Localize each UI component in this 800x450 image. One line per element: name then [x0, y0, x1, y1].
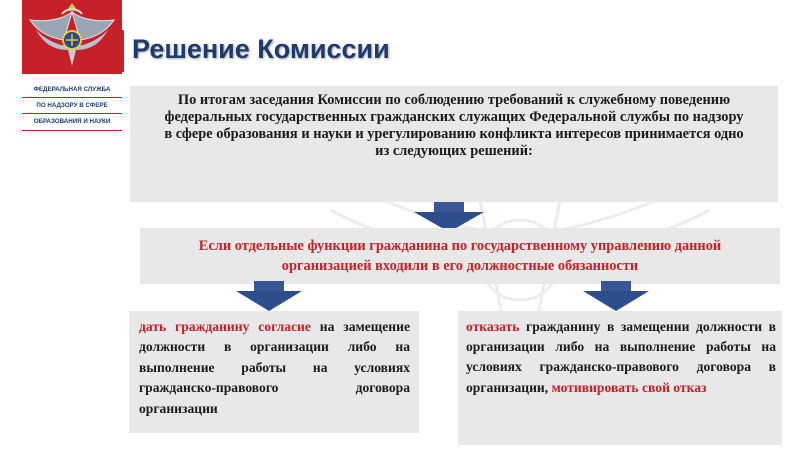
decision-refusal-box — [458, 311, 782, 445]
arrow-down-icon — [583, 281, 649, 311]
condition-box — [140, 228, 780, 284]
org-name-line: ОБРАЗОВАНИЯ И НАУКИ — [22, 114, 122, 130]
org-name-line: ФЕДЕРАЛЬНАЯ СЛУЖБА — [22, 82, 122, 98]
title-bar — [122, 30, 424, 72]
consent-highlight: дать гражданину согласие — [139, 319, 311, 334]
intro-text: По итогам заседания Комиссии по соблюдению требований к служебному поведению федеральных государственных гражданских служащих Федеральной службы по надзору в сфере образования и науки и урегулированию конфликта интересов принимается одно из следующих решений: — [164, 92, 744, 159]
refusal-text: гражданину в замещении должности в организации либо на выполнение работы на условиях гражданско-правового договора в организации, — [466, 319, 776, 395]
condition-text: Если отдельные функции гражданина по государственному управлению данной организацией входили в его должностные обязанности — [198, 238, 722, 274]
decision-consent-box — [129, 311, 419, 433]
consent-text: на замещение должности в организации либо на выполнение работы на условиях гражданско-правового договора организации — [139, 319, 410, 416]
refusal-highlight: отказать — [466, 319, 520, 334]
eagle-emblem-icon — [22, 0, 122, 74]
refusal-justify-highlight: мотивировать свой отказ — [551, 379, 707, 395]
organization-name — [22, 82, 122, 131]
intro-box — [130, 86, 778, 202]
arrow-down-icon — [236, 281, 302, 311]
emblem — [22, 0, 122, 74]
org-name-line: ПО НАДЗОРУ В СФЕРЕ — [22, 98, 122, 114]
slide-title: Решение Комиссии — [132, 34, 390, 64]
